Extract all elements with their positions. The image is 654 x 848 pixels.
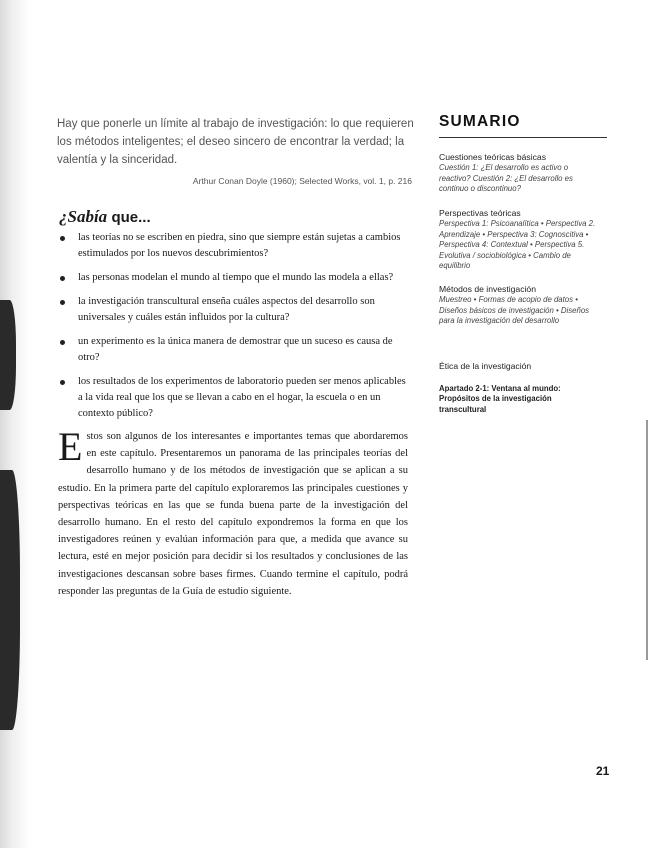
fact-item: las personas modelan el mundo al tiempo que el mundo las modela a ellas? [58, 270, 406, 286]
sumario-detail: Perspectiva 1: Psicoanalítica • Perspectiva 2. Aprendizaje • Perspectiva 3: Cognoscitiva • Perspectiva 4: Contextual • Perspectiva 5. Evolutiva / sociobiológica • Cambio de equilibrio [439, 219, 596, 271]
sumario-apartado [439, 384, 599, 415]
sabia-heading-rest: que... [111, 209, 151, 226]
sumario-heading: Perspectivas teóricas [439, 208, 521, 218]
intro-paragraph [58, 424, 408, 600]
scan-binding-mark [0, 470, 20, 730]
sumario-detail: Cuestión 1: ¿El desarrollo es activo o reactivo? Cuestión 2: ¿El desarrollo es continuo o discontinuo? [439, 163, 573, 194]
fact-item: la investigación transcultural enseña cuáles aspectos del desarrollo son universales y cuáles están influidos por la cultura? [58, 294, 406, 326]
fact-item: los resultados de los experimentos de laboratorio pueden ser menos aplicables a la vida real que los que se llevan a cabo en el hogar, la escuela o en un contexto público? [58, 374, 406, 422]
sumario-section [439, 152, 599, 195]
sumario-heading: Ética de la investigación [439, 361, 532, 371]
sumario-apartado-text: Apartado 2-1: Ventana al mundo: Propósitos de la investigación transcultural [439, 384, 561, 414]
chapter-epigraph: Hay que ponerle un límite al trabajo de investigación: lo que requieren los métodos inteligentes; el deseo sincero de encontrar la verdad; la valentía y la sinceridad. [57, 118, 414, 166]
sumario-section [439, 208, 599, 271]
page-number: 21 [596, 764, 610, 778]
sumario-divider [439, 137, 607, 138]
sumario-heading: Métodos de investigación [439, 284, 536, 294]
sumario-detail: Muestreo • Formas de acopio de datos • Diseños básicos de investigación • Diseños para la investigación del desarrollo [439, 295, 590, 326]
facts-list [58, 230, 406, 430]
fact-item: un experimento es la única manera de demostrar que un suceso es causa de otro? [58, 334, 406, 366]
scan-binding-mark [0, 300, 16, 410]
sumario-section [439, 361, 599, 372]
intro-text: stos son algunos de los interesantes e importantes temas que abordaremos en este capítulo. Presentaremos un panorama de las principales teorías del desarrollo humano y de los métodos de investigación que se aplican a su estudio. En la primera parte del capítulo exploraremos las principales cuestiones y perspectivas teóricas en las que se funda buena parte de la investigación del desarrollo humano. En el resto del capítulo expondremos la forma en que los investigadores reúnen y evalúan información para que, a medida que avance su lectura, esté en mejor posición para decidir si los resultados y conclusiones de las investigaciones descansan sobre bases firmes. Cuando termine el capítulo, podrá responder las preguntas de la Guía de estudio siguiente. [58, 431, 408, 597]
sabia-heading [59, 207, 151, 227]
sabia-heading-italic: ¿Sabía [59, 207, 108, 226]
sumario-section [439, 284, 599, 327]
epigraph-source: Arthur Conan Doyle (1960); Selected Works, vol. 1, p. 216 [192, 176, 412, 186]
sumario-heading: Cuestiones teóricas básicas [439, 152, 546, 162]
drop-cap: E [58, 424, 83, 469]
fact-item: las teorías no se escriben en piedra, sino que siempre están sujetas a cambios estimulados por los nuevos descubrimientos? [58, 230, 406, 262]
scan-edge-line [646, 420, 648, 660]
sumario-title: SUMARIO [439, 113, 521, 130]
